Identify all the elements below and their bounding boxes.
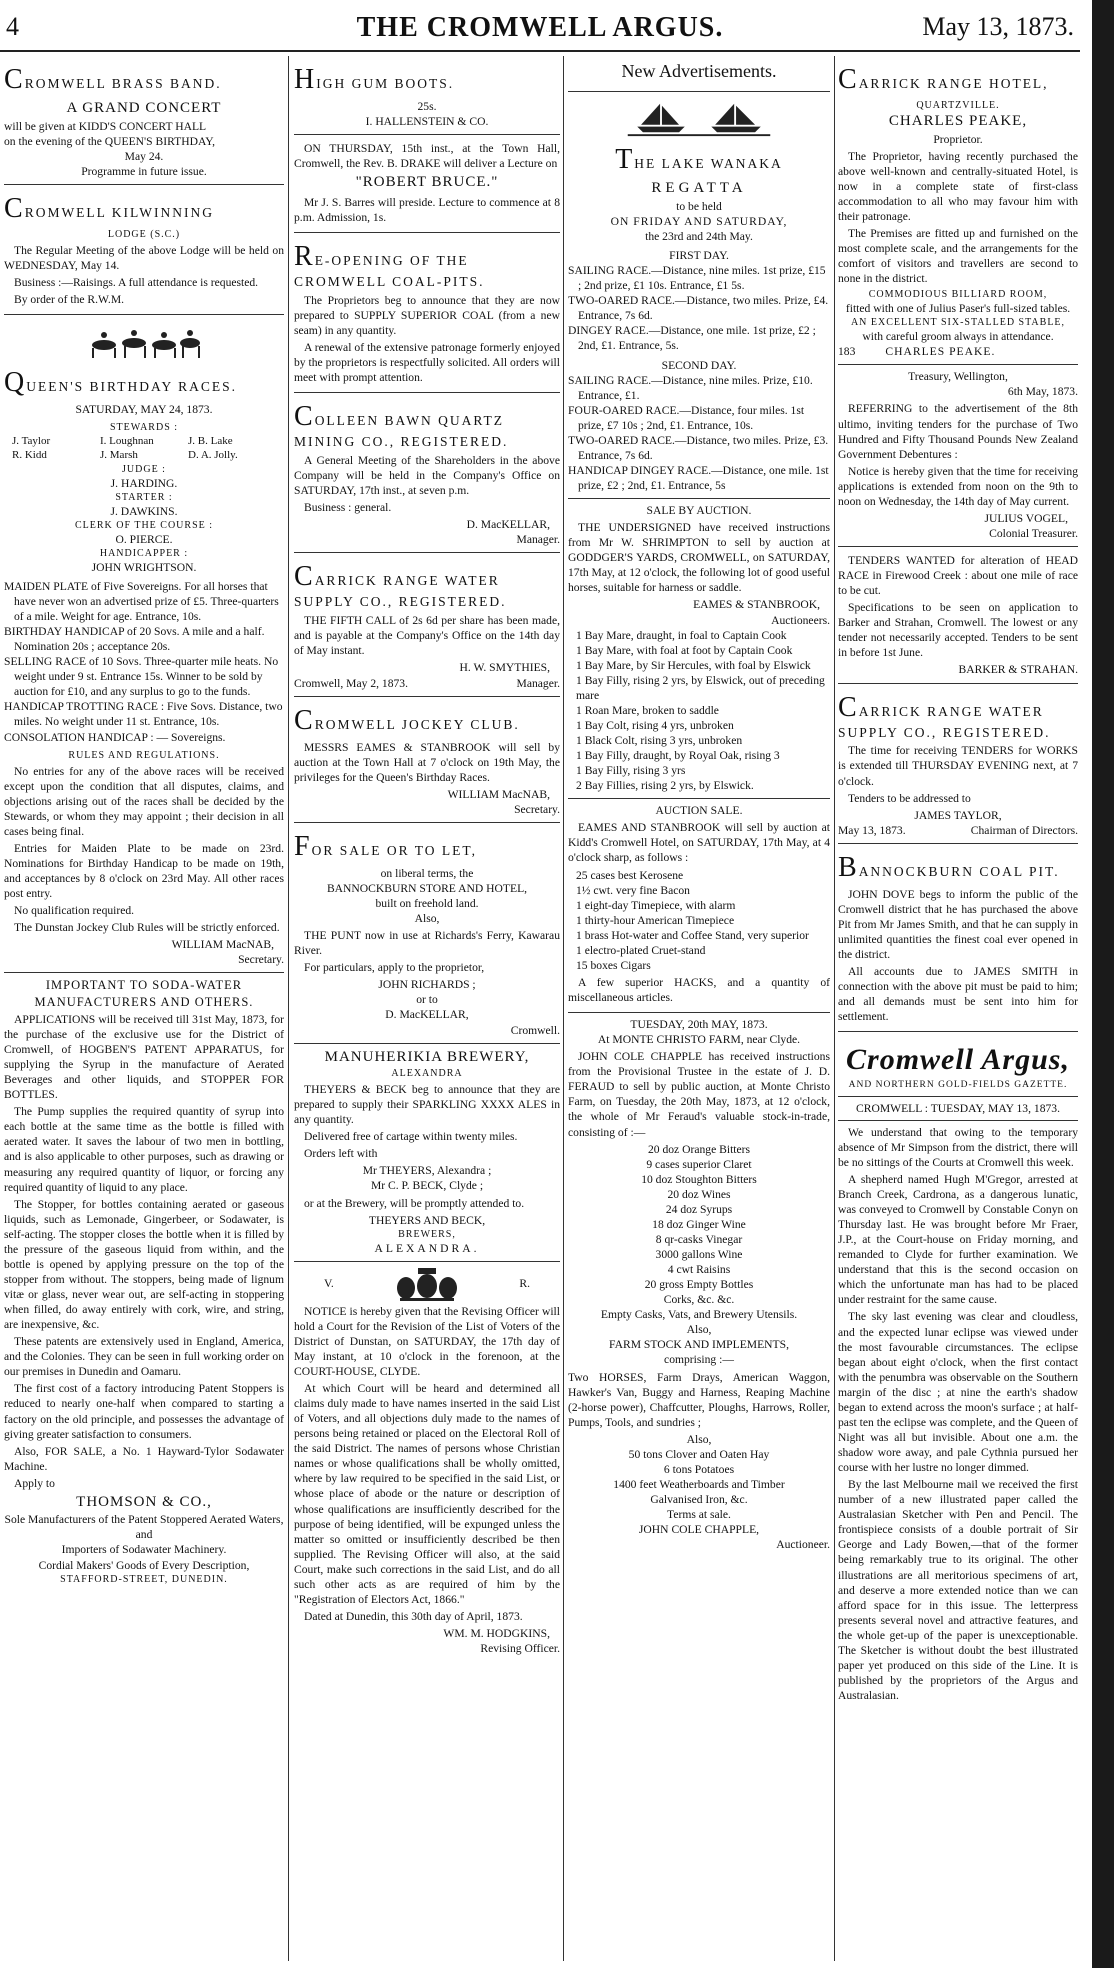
signature-role: Colonial Treasurer. bbox=[989, 526, 1078, 540]
steward: J. Taylor bbox=[12, 435, 51, 448]
ad-line: Programme in future issue. bbox=[81, 164, 207, 178]
item: Empty Casks, Vats, and Brewery Utensils. bbox=[600, 1308, 798, 1322]
item: Corks, &c. &c. bbox=[663, 1293, 735, 1307]
item: 1 electro-plated Cruet-stand bbox=[576, 943, 706, 957]
ad-body: A General Meeting of the Shareholders in the above Company will be held in the Company's Office on SATURDAY, 17th inst., at seven p.m. bbox=[294, 454, 560, 498]
rule: The Dunstan Jockey Club Rules will be strictly enforced. bbox=[14, 921, 280, 935]
news-paragraph: By the last Melbourne mail we received the first number of a new illustrated paper called the Australasian Sketcher with Pen and Pencil. The frontispiece consists of a double portrait of Sir George and Lady Bowen,—that of the former being remarkably true to its original. The other illustrations are all meritorious specimens of art, and deserve a more extended notice than we can afford space for in this issue. The letterpress presents several novel and attractive features, and the whole get-up of the paper is unexceptionable. The Sketcher is without doubt the best illustrated paper yet produced on this side of the Line. It is published by the proprietors of the Argus and Australasian. bbox=[838, 1478, 1078, 1703]
ad-body: A renewal of the extensive patronage formerly enjoyed by the proprietors is respectfully solicited. All orders will meet with prompt attention. bbox=[294, 340, 560, 385]
firm-line: Sole Manufacturers of the Patent Stoppered Aerated Waters, and bbox=[4, 1513, 284, 1542]
rule: No entries for any of the above races will be received except upon the condition that all disputes, claims, and objections arising out of the races shall be decided by the Stewards, or whom they may appoint ; their decision in all cases being final. bbox=[4, 764, 284, 838]
item: Galvanised Iron, &c. bbox=[650, 1493, 748, 1507]
steward: D. A. Jolly. bbox=[188, 449, 238, 462]
place-date: Cromwell, May 2, 1873. bbox=[294, 676, 408, 690]
ad-heading: TUESDAY, 20th MAY, 1873. bbox=[630, 1018, 768, 1032]
brass-band-ad bbox=[4, 56, 284, 185]
ad-body: The Regular Meeting of the above Lodge will be held on WEDNESDAY, May 14. bbox=[4, 243, 284, 272]
ad-line: May 24. bbox=[124, 149, 164, 163]
lodge-ad bbox=[4, 185, 284, 315]
ad-title: THE LAKE WANAKA bbox=[615, 144, 783, 176]
ad-body: The Proprietor, having recently purchased the above well-known and centrally-situated Hotel, is now in a complete state of first-class accommodation to all who may favour him with their patronage. bbox=[838, 149, 1078, 223]
masthead: THE CROMWELL ARGUS. bbox=[356, 12, 724, 43]
for-sale-ad bbox=[294, 823, 560, 1044]
item: 10 doz Stoughton Bitters bbox=[641, 1172, 757, 1186]
lot: 1 Bay Filly, rising 3 yrs bbox=[576, 764, 686, 778]
regatta-event: SAILING RACE.—Distance, nine miles. Prize, £10. Entrance, £1. bbox=[568, 373, 813, 402]
revision-notice bbox=[294, 1262, 560, 1661]
ad-title: RE-OPENING OF THE CROMWELL COAL-PITS. bbox=[294, 240, 485, 289]
contact: Cromwell. bbox=[510, 1023, 560, 1037]
paper-nameplate: Cromwell Argus, bbox=[846, 1043, 1070, 1077]
date: 6th May, 1873. bbox=[1007, 385, 1078, 399]
regatta-ad bbox=[568, 92, 830, 499]
ad-body: TENDERS WANTED for alteration of HEAD RACE in Firewood Creek : about one mile of race to be cut. bbox=[838, 554, 1078, 598]
ad-title: CROMWELL KILWINNING bbox=[4, 192, 215, 224]
item: 1 brass Hot-water and Coffee Stand, very superior bbox=[576, 928, 809, 942]
jockey-club-ad bbox=[294, 697, 560, 823]
ships-icon bbox=[624, 100, 774, 138]
contact: D. MacKELLAR, bbox=[385, 1008, 469, 1022]
race-event: HANDICAP TROTTING RACE : Five Sovs. Distance, two miles. No weight under 11 st. Entrance, 10s. bbox=[4, 700, 283, 729]
ad-title: CARRICK RANGE HOTEL, bbox=[838, 64, 1049, 95]
coal-pit-ad bbox=[838, 844, 1078, 1033]
race-events bbox=[4, 579, 284, 745]
firm-name: THOMSON & CO., bbox=[76, 1493, 212, 1510]
ad-heading: AUCTION SALE. bbox=[655, 804, 743, 818]
section-heading: New Advertisements. bbox=[568, 56, 830, 92]
ad-body: JOHN DOVE begs to inform the public of the Cromwell district that he has purchased the above Pit from Mr James Smith, and that he can supply in unlimited quantities the finest coal ever opened in the district. bbox=[838, 887, 1078, 961]
ad-line: to be held bbox=[676, 199, 722, 213]
item: 3000 gallons Wine bbox=[655, 1248, 743, 1262]
ad-body: Delivered free of cartage within twenty miles. bbox=[304, 1130, 518, 1144]
signature: JOHN COLE CHAPPLE, bbox=[638, 1523, 760, 1537]
rules-title: RULES AND REGULATIONS. bbox=[68, 749, 220, 761]
ad-body: The time for receiving TENDERS for WORKS is extended till THURSDAY EVENING next, at 7 o'clock. bbox=[838, 744, 1078, 788]
ad-body: The Proprietors beg to announce that they are now prepared to SUPPLY SUPERIOR COAL (from a new seam) in any quantity. bbox=[294, 293, 560, 337]
ad-subtitle: ALEXANDRA bbox=[391, 1068, 463, 1080]
item-list bbox=[568, 1142, 830, 1368]
ad-body: or at the Brewery, will be promptly attended to. bbox=[304, 1196, 525, 1210]
ad-subtitle: LODGE (S.C.) bbox=[107, 228, 181, 240]
item: comprising :— bbox=[664, 1353, 734, 1367]
lot: 1 Bay Mare, by Sir Hercules, with foal by Elswick bbox=[576, 658, 811, 672]
item: 8 qr-casks Vinegar bbox=[655, 1232, 743, 1246]
brewery-ad bbox=[294, 1044, 560, 1262]
item: 20 doz Orange Bitters bbox=[647, 1142, 751, 1156]
day-heading: FIRST DAY. bbox=[669, 249, 729, 263]
dateline: CROMWELL : TUESDAY, MAY 13, 1873. bbox=[838, 1096, 1078, 1116]
issue-date: May 13, 1873. bbox=[922, 12, 1074, 41]
ad-body: These patents are extensively used in England, America, and the Colonies. They can be seen in full working order on our premises in Dunedin and Oamaru. bbox=[4, 1335, 284, 1379]
item: 18 doz Ginger Wine bbox=[652, 1217, 746, 1231]
signature: CHARLES PEAKE. bbox=[885, 345, 996, 359]
regatta-event: FOUR-OARED RACE.—Distance, four miles. 1st prize, £7 10s ; 2nd, £1. Entrance, 10s. bbox=[568, 403, 805, 432]
ad-title: CARRICK RANGE WATER SUPPLY CO., REGISTERED. bbox=[838, 691, 1051, 740]
rule: No qualification required. bbox=[14, 904, 135, 918]
ad-line: with careful groom always in attendance. bbox=[862, 330, 1054, 344]
signature: JULIUS VOGEL, bbox=[984, 511, 1068, 525]
lot: 1 Roan Mare, broken to saddle bbox=[576, 703, 719, 717]
race-officials bbox=[4, 463, 284, 575]
regatta-event: SAILING RACE.—Distance, nine miles. 1st prize, £15 ; 2nd prize, £1 10s. Entrance, £1 5s. bbox=[568, 264, 826, 293]
ad-body: Apply to bbox=[14, 1476, 55, 1490]
treasury-notice bbox=[838, 365, 1078, 547]
ad-body: At which Court will be heard and determined all claims duly made to have names inserted in the said List of Voters, and all objections duly made to the names of persons being retained or placed on the Electoral Roll of the said District. The names of persons whose Christian names or whose qualifications shall be wholly omitted, where by law required to be specified in the said List, or whose place of abode or the nature or description of whose qualifications are insufficiently described for the purpose of being identified, will be expunged unless the matter so omitted or insufficiently described be then supplied. The Revising Officer will also, at the said Court, make such corrections in the said List, and do all such other acts as are required of him by the "Registration of Electors Act, 1866." bbox=[294, 1382, 560, 1606]
ad-body: THEYERS & BECK beg to announce that they are prepared to supply their SPARKLING XXXX ALES in any quantity. bbox=[294, 1083, 560, 1127]
official-name: O. PIERCE. bbox=[115, 532, 173, 546]
page-number: 4 bbox=[6, 12, 19, 41]
column-2 bbox=[294, 56, 560, 1961]
royal-arms-row bbox=[294, 1266, 560, 1302]
race-event: CONSOLATION HANDICAP : — Sovereigns. bbox=[4, 730, 226, 744]
ad-body: THE PUNT now in use at Richards's Ferry, Kawarau River. bbox=[294, 929, 560, 958]
signature-role: Manager. bbox=[516, 676, 560, 690]
race-event: MAIDEN PLATE of Five Sovereigns. For all horses that have never won an advertised prize of £5. Three-quarters of a mile. Weight for age. Entrance, 10s. bbox=[4, 579, 279, 624]
item-list bbox=[568, 868, 830, 973]
carrick-hotel-ad bbox=[838, 56, 1078, 365]
ad-title: FOR SALE OR TO LET, bbox=[294, 830, 477, 862]
firm-line: ALEXANDRA. bbox=[374, 1241, 480, 1255]
firm-line: Cordial Makers' Goods of Every Description, bbox=[38, 1558, 250, 1572]
race-date: SATURDAY, MAY 24, 1873. bbox=[75, 403, 213, 416]
ad-body: Mr J. S. Barres will preside. Lecture to commence at 8 p.m. Admission, 1s. bbox=[294, 195, 560, 224]
ad-title: QUEEN'S BIRTHDAY RACES. bbox=[4, 367, 238, 398]
item: 1½ cwt. very fine Bacon bbox=[576, 883, 690, 897]
regatta-event: TWO-OARED RACE.—Distance, two miles. Prize, £3. Entrance, 7s 6d. bbox=[568, 433, 829, 462]
ad-line: on liberal terms, the bbox=[380, 866, 474, 880]
official-role: HANDICAPPER : bbox=[99, 547, 189, 559]
farm-auction-ad bbox=[568, 1013, 830, 1557]
ad-title: BANNOCKBURN COAL PIT. bbox=[838, 851, 1060, 883]
ad-number: 183 bbox=[838, 345, 856, 359]
lot: 1 Bay Filly, rising 2 yrs, by Elswick, out of preceding mare bbox=[576, 673, 825, 702]
item-list bbox=[568, 1432, 830, 1537]
ad-body: ON THURSDAY, 15th inst., at the Town Hall, Cromwell, the Rev. B. DRAKE will deliver a Lecture on bbox=[294, 142, 560, 171]
ad-body: The Pump supplies the required quantity of syrup into each bottle at the same time as the bottle is filled with aerated water. It saves the labour of two men in bottling, and is also applicable to other purposes, such as drawing or measuring any required quantity of liquor, or forcing any required quantity of liquid to any place. bbox=[4, 1105, 284, 1194]
item: 9 cases superior Claret bbox=[646, 1157, 752, 1171]
signature: JAMES TAYLOR, bbox=[914, 808, 1002, 822]
lot: 1 Black Colt, rising 3 yrs, unbroken bbox=[576, 734, 743, 748]
royal-arms-icon bbox=[392, 1266, 462, 1302]
official-name: JOHN WRIGHTSON. bbox=[91, 560, 197, 574]
regatta-event: HANDICAP DINGEY RACE.—Distance, one mile. 1st prize, £2 ; 2nd, £1. Entrance, 5s bbox=[568, 463, 829, 493]
firm-name: I. HALLENSTEIN & CO. bbox=[365, 115, 489, 129]
lecture-subject: "ROBERT BRUCE." bbox=[355, 174, 499, 191]
signature-row bbox=[838, 344, 1078, 359]
ad-body: NOTICE is hereby given that the Revising Officer will hold a Court for the Revision of the List of Voters of the District of Dunstan, on SATURDAY, the 17th day of May instant, at 10 o'clock in the forenoon, at the COURT-HOUSE, CLYDE. bbox=[294, 1304, 560, 1378]
signature: H. W. SMYTHIES, bbox=[459, 661, 550, 675]
vr-letter: V. bbox=[324, 1277, 334, 1291]
ad-body: Also, FOR SALE, a No. 1 Hayward-Tylor Sodawater Machine. bbox=[4, 1444, 284, 1473]
vr-letter: R. bbox=[519, 1277, 530, 1291]
ad-body: All accounts due to JAMES SMITH in connection with the above pit must be paid to him; and all demands must be sent into him for settlement. bbox=[838, 965, 1078, 1024]
signature-role: Revising Officer. bbox=[480, 1642, 560, 1656]
editorial bbox=[838, 1032, 1078, 1710]
ad-body: EAMES AND STANBROOK will sell by auction at Kidd's Cromwell Hotel, on SATURDAY, 17th May, at 4 o'clock sharp, as follows : bbox=[568, 821, 830, 865]
proprietor: CHARLES PEAKE, bbox=[888, 113, 1028, 129]
ad-line: will be given at KIDD'S CONCERT HALL bbox=[4, 119, 207, 133]
official-role: STARTER : bbox=[115, 491, 173, 503]
steward: R. Kidd bbox=[12, 449, 47, 462]
regatta-event: TWO-OARED RACE.—Distance, two miles. Prize, £4. Entrance, 7s 6d. bbox=[568, 294, 829, 323]
official-role: CLERK OF THE COURSE : bbox=[74, 519, 214, 531]
ad-title: CARRICK RANGE WATER SUPPLY CO., REGISTERED. bbox=[294, 561, 507, 610]
ad-body: Tenders to be addressed to bbox=[848, 791, 971, 805]
colleen-bawn-ad bbox=[294, 393, 560, 553]
stewards-label: STEWARDS : bbox=[109, 422, 179, 434]
ad-body: For particulars, apply to the proprietor, bbox=[304, 961, 485, 975]
signature: EAMES & STANBROOK, bbox=[693, 598, 820, 612]
date: May 13, 1873. bbox=[838, 823, 906, 837]
item: 50 tons Clover and Oaten Hay bbox=[628, 1447, 770, 1461]
ad-body: Two HORSES, Farm Drays, American Waggon, Hawker's Van, Buggy and Harness, Reaping Machine (2-horse power), Chaffcutter, Ploughs, Harrows, Roller, Pumps, Tools, and sundries ; bbox=[568, 1370, 830, 1429]
signature: BARKER & STRAHAN. bbox=[958, 663, 1078, 677]
item: 4 cwt Raisins bbox=[667, 1263, 731, 1277]
horse-auction-ad bbox=[568, 499, 830, 799]
item: 1400 feet Weatherboards and Timber bbox=[613, 1477, 785, 1491]
ad-body: The first cost of a factory introducing Patent Stoppers is reduced to nearly one-half when compared to starting a factory on the old principle, and possesses the advantage of giving greater satisfaction to consumers. bbox=[4, 1382, 284, 1441]
firm-line: STAFFORD-STREET, DUNEDIN. bbox=[60, 1573, 228, 1585]
ad-heading: SALE BY AUCTION. bbox=[646, 504, 752, 518]
item: 15 boxes Cigars bbox=[576, 958, 651, 972]
ad-body: By order of the R.W.M. bbox=[14, 292, 125, 306]
signature: WILLIAM MacNAB, bbox=[171, 938, 274, 952]
signature-role: Manager. bbox=[516, 533, 560, 547]
stewards-list bbox=[4, 434, 284, 463]
column-4 bbox=[838, 56, 1078, 1961]
ad-title: CROMWELL JOCKEY CLUB. bbox=[294, 704, 520, 736]
ad-line: COMMODIOUS BILLIARD ROOM, bbox=[868, 289, 1048, 301]
item: Also, bbox=[686, 1432, 712, 1446]
carrick-water-call-ad bbox=[294, 553, 560, 696]
signature-row bbox=[838, 823, 1078, 838]
goods-auction-ad bbox=[568, 799, 830, 1013]
racehorses-icon bbox=[84, 323, 204, 361]
item: 20 gross Empty Bottles bbox=[644, 1278, 754, 1292]
steward: J. B. Lake bbox=[188, 435, 233, 448]
agent: Mr C. P. BECK, Clyde ; bbox=[370, 1179, 484, 1193]
signature-role: Auctioneers. bbox=[771, 613, 830, 627]
ad-body: Specifications to be seen on application to Barker and Strahan, Cromwell. The lowest or any tender not necessarily accepted. Tenders to be sent in before 1st June. bbox=[838, 601, 1078, 660]
column-3 bbox=[568, 56, 830, 1961]
column-rule bbox=[288, 56, 289, 1961]
official-name: J. DAWKINS. bbox=[110, 504, 178, 518]
item: 1 thirty-hour American Timepiece bbox=[576, 913, 735, 927]
place: Treasury, Wellington, bbox=[908, 370, 1008, 384]
lot: 1 Bay Filly, draught, by Royal Oak, rising 3 bbox=[576, 749, 780, 763]
signature-role: Chairman of Directors. bbox=[970, 823, 1078, 837]
item: Terms at sale. bbox=[667, 1508, 731, 1522]
ad-body: APPLICATIONS will be received till 31st May, 1873, for the purchase of the exclusive use for the District of Cromwell, of HOGBEN'S PATENT APPARATUS, for supplying the Syrup in the manufacture of Aerated Beverages and other liquids, and STOPPER FOR BOTTLES. bbox=[4, 1012, 284, 1102]
ad-title: HIGH GUM BOOTS. bbox=[294, 64, 455, 95]
ad-line: built on freehold land. bbox=[375, 897, 479, 910]
contact: JOHN RICHARDS ; bbox=[378, 978, 476, 992]
official-name: J. HARDING. bbox=[110, 476, 178, 490]
item: Also, bbox=[686, 1323, 712, 1337]
page-header bbox=[0, 0, 1080, 52]
ad-lines bbox=[4, 119, 284, 179]
ad-subheading: At MONTE CHRISTO FARM, near Clyde. bbox=[597, 1033, 801, 1047]
news-paragraph: The sky last evening was clear and cloudless, and the expected lunar eclipse was viewed under the most favourable circumstances. The eclipse began about eight o'clock, when the first contact with the penumbra was observable on the Southern margin of the disc ; at nine the earth's shadow began to extend across the moon's surface ; at half-past ten the eclipse was complete, and the Queen of Night was all but invisible. About one a.m. the shadow wore away, and pale Cythnia pursued her course with her lustre no longer dimmed. bbox=[838, 1310, 1078, 1475]
column-1 bbox=[4, 56, 284, 1961]
race-event: BIRTHDAY HANDICAP of 20 Sovs. A mile and a half. Nomination 20s ; acceptance 20s. bbox=[4, 625, 265, 654]
price: 25s. bbox=[417, 100, 437, 113]
ad-body: Business :—Raisings. A full attendance is requested. bbox=[14, 275, 259, 289]
ad-title: MANUHERIKIA BREWERY, bbox=[324, 1048, 530, 1065]
tenders-ad bbox=[838, 547, 1078, 684]
coal-pits-ad bbox=[294, 233, 560, 393]
news-paragraph: A shepherd named Hugh M'Gregor, arrested at Branch Creek, Cardrona, as a dangerous lunatic, was conveyed to Cromwell by Constable Conyn on Thursday last. He was brought before Mr Fraer, J.P., at the Court-house on Friday morning, and remanded to Clyde for further examination. We understand that this is the second occasion on which the unfortunate man has had to be placed under restraint for the same cause. bbox=[838, 1172, 1078, 1307]
ad-body: MESSRS EAMES & STANBROOK will sell by auction at the Town Hall at 7 o'clock on 19th May, the privileges for the Queen's Birthday Races. bbox=[294, 740, 560, 784]
lot: 1 Bay Colt, rising 4 yrs, unbroken bbox=[576, 718, 734, 732]
ad-body: The Premises are fitted up and furnished on the most complete scale, and the arrangements for the comfort of visitors and travellers are second to none in the district. bbox=[838, 226, 1078, 286]
ad-line: the 23rd and 24th May. bbox=[645, 230, 753, 244]
ad-body: Orders left with bbox=[304, 1147, 378, 1161]
steward: I. Loughnan bbox=[100, 435, 154, 448]
regatta-name: REGATTA bbox=[651, 180, 747, 197]
contact: or to bbox=[416, 993, 438, 1007]
ad-body: Business : general. bbox=[304, 501, 392, 515]
ad-line: BANNOCKBURN STORE AND HOTEL, bbox=[326, 881, 528, 895]
ad-body: The Stopper, for bottles containing aerated or gaseous liquids, such as Lemonade, Gingerbeer, or Sodawater, is self-acting. The stopper closes the bottle when it is filled by the pressure of the gaseous liquid from within, and the bottle is opened by applying pressure on the top of the stopper from without. The stoppers, being made of lignum vitæ or glass, never wear out, are self-acting in stoppering when filled, do away entirely with cork, wire, and string, are inexpensive, &c. bbox=[4, 1197, 284, 1332]
ad-body: THE FIFTH CALL of 2s 6d per share has been made, and is payable at the Company's Office on the 14th day of May instant. bbox=[294, 614, 560, 658]
item: 1 eight-day Timepiece, with alarm bbox=[576, 898, 736, 912]
ad-body: Notice is hereby given that the time for receiving applications is extended from noon on the 9th to noon on Wednesday, the 14th day of May current. bbox=[838, 464, 1078, 508]
item: 25 cases best Kerosene bbox=[576, 868, 684, 882]
ad-body: REFERRING to the advertisement of the 8th ultimo, inviting tenders for the purchase of Two Hundred and Fifty Thousand Pounds New Zealand Government Debentures : bbox=[838, 402, 1078, 461]
race-event: SELLING RACE of 10 Sovs. Three-quarter mile heats. No weight under 9 st. Entrance 15s. Winner to be sold by auction for £10, and any surplus to go to the funds. bbox=[4, 655, 279, 699]
signature: D. MacKELLAR, bbox=[466, 518, 550, 532]
ad-subtitle: QUARTZVILLE. bbox=[916, 100, 1000, 111]
ad-title: IMPORTANT TO SODA-WATER MANUFACTURERS AND OTHERS. bbox=[34, 978, 254, 1009]
firm-line: BREWERS, bbox=[398, 1228, 456, 1240]
signature-role: Secretary. bbox=[514, 802, 560, 816]
signature-role: Secretary. bbox=[238, 953, 284, 967]
lot: 1 Bay Mare, draught, in foal to Captain Cook bbox=[576, 628, 787, 642]
regatta-event: DINGEY RACE.—Distance, one mile. 1st prize, £2 ; 2nd, £1. Entrance, 5s. bbox=[568, 324, 816, 353]
signature-role: Auctioneer. bbox=[776, 1538, 830, 1552]
column-rule bbox=[563, 56, 564, 1961]
ad-body: Dated at Dunedin, this 30th day of April, 1873. bbox=[304, 1609, 523, 1623]
steward: J. Marsh bbox=[100, 449, 138, 462]
ad-body: JOHN COLE CHAPPLE has received instructions from the Provisional Trustee in the estate of J. D. FERAUD to sell by public auction, at Monte Christo Farm, on Tuesday, the 20th May, 1873, at 12 o'clock, the whole of Mr Feraud's valuable stock-in-trade, consisting of :— bbox=[568, 1050, 830, 1139]
paper-subtitle: AND NORTHERN GOLD-FIELDS GAZETTE. bbox=[848, 1080, 1068, 1091]
lecture-ad bbox=[294, 135, 560, 233]
lot: 1 Bay Mare, with foal at foot by Captain Cook bbox=[576, 643, 793, 657]
ad-title: COLLEEN BAWN QUARTZ MINING CO., REGISTERED. bbox=[294, 401, 509, 450]
ad-line: fitted with one of Julius Paser's full-sized tables. bbox=[845, 302, 1071, 316]
lot: 2 Bay Fillies, rising 2 yrs, by Elswick. bbox=[576, 779, 754, 793]
ad-body: A few superior HACKS, and a quantity of miscellaneous articles. bbox=[568, 975, 830, 1005]
signature: WM. M. HODGKINS, bbox=[443, 1627, 550, 1640]
gum-boots-ad bbox=[294, 56, 560, 135]
item: FARM STOCK AND IMPLEMENTS, bbox=[609, 1338, 789, 1352]
ad-line: Also, bbox=[414, 912, 440, 926]
news-paragraph: We understand that owing to the temporary absence of Mr Simpson from the district, there will be no sittings of the Courts at Cromwell this week. bbox=[838, 1120, 1078, 1170]
item: 24 doz Syrups bbox=[665, 1202, 733, 1216]
ad-line: on the evening of the QUEEN'S BIRTHDAY, bbox=[4, 134, 216, 148]
lot-list bbox=[568, 628, 830, 794]
item: 6 tons Potatoes bbox=[663, 1462, 735, 1476]
ad-heading: A GRAND CONCERT bbox=[66, 100, 222, 116]
ad-line: ON FRIDAY AND SATURDAY, bbox=[610, 214, 788, 228]
proprietor-role: Proprietor. bbox=[933, 132, 983, 146]
ad-title: CROMWELL BRASS BAND. bbox=[4, 64, 222, 95]
signature-row bbox=[294, 676, 560, 691]
ad-line: AN EXCELLENT SIX-STALLED STABLE, bbox=[850, 317, 1066, 329]
races-ad bbox=[4, 315, 284, 973]
column-rule bbox=[834, 56, 835, 1961]
ad-body: THE UNDERSIGNED have received instructions from Mr W. SHRIMPTON to sell by auction at GODDGER'S YARDS, CROMWELL, on SATURDAY, 17th May, at 12 o'clock, the following lot of good useful horses, suitable for harness or saddle. bbox=[568, 521, 830, 595]
firm-name: THEYERS AND BECK, bbox=[368, 1213, 486, 1227]
carrick-water-tenders-ad bbox=[838, 684, 1078, 844]
signature: WILLIAM MacNAB, bbox=[447, 787, 550, 801]
rule: Entries for Maiden Plate to be made on 23rd. Nominations for Birthday Handicap to be made on 19th, and acceptances by 8 o'clock on 23rd May. All other races post entry. bbox=[4, 841, 284, 901]
item: 20 doz Wines bbox=[667, 1187, 731, 1201]
firm-line: Importers of Sodawater Machinery. bbox=[61, 1543, 227, 1557]
soda-water-ad bbox=[4, 973, 284, 1590]
page-edge bbox=[1092, 0, 1114, 1968]
official-role: JUDGE : bbox=[122, 463, 166, 475]
day-heading: SECOND DAY. bbox=[661, 358, 737, 372]
agent: Mr THEYERS, Alexandra ; bbox=[362, 1164, 492, 1178]
